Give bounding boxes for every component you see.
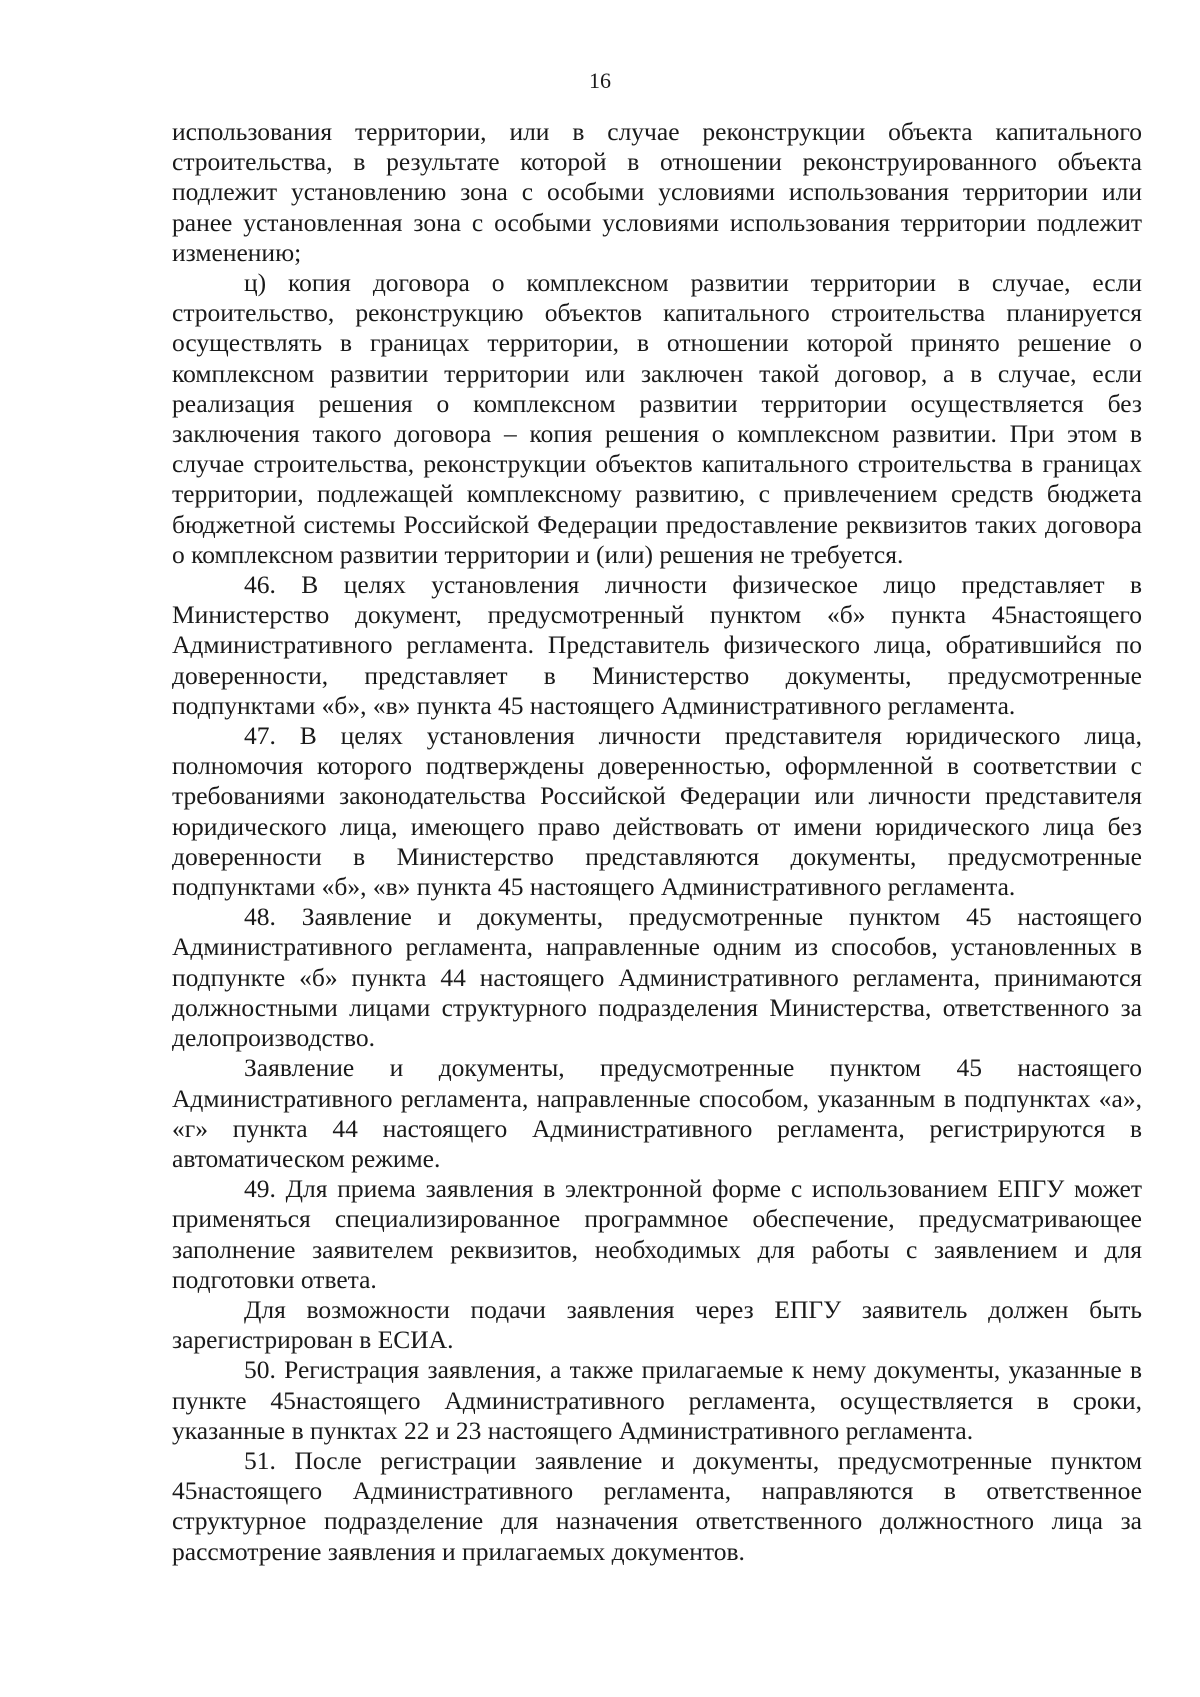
paragraph-48-application-acceptance: 48. Заявление и документы, предусмотренные пунктом 45 настоящего Административного регламента, направленные одним из способов, установленных в подпункте «б» пункта 44 настоящего Административного регламента, принимаются должностными лицами структурного подразделения Министерства, ответственного за делопроизводство. bbox=[172, 902, 1142, 1053]
page-number: 16 bbox=[589, 68, 611, 93]
paragraph-continuation-zone-change: использования территории, или в случае реконструкции объекта капитального строительства, в результате которой в отношении реконструированного объекта подлежит установлению зона с особыми условиями использования территории или ранее установленная зона с особыми условиями использования территории подлежит изменению; bbox=[172, 117, 1142, 267]
paragraph-46-individual-identity: 46. В целях установления личности физическое лицо представляет в Министерство документ, предусмотренный пунктом «б» пункта 45настоящего Административного регламента. Представитель физического лица, обратившийся по доверенности, представляет в Министерство документы, предусмотренные подпунктами «б», «в» пункта 45 настоящего Административного регламента. bbox=[172, 570, 1142, 720]
paragraph-51-after-registration: 51. После регистрации заявление и документы, предусмотренные пунктом 45настоящего Административного регламента, направляются в ответственное структурное подразделение для назначения ответственного должностного лица за рассмотрение заявления и прилагаемых документов. bbox=[172, 1445, 1142, 1566]
paragraph-item-ts-territory-development: ц) копия договора о комплексном развитии территории в случае, если строительство, реконструкцию объектов капитального строительства планируется осуществлять в границах территории, в отношении которой принято решение о комплексном развитии территории или заключен такой договор, а в случае, если реализация решения о комплексном развитии территории осуществляется без заключения такого договора – копия решения о комплексном развитии. При этом в случае строительства, реконструкции объектов капитального строительства в границах территории, подлежащей комплексному развитию, с привлечением средств бюджета бюджетной системы Российской Федерации предоставление реквизитов таких договора о комплексном развитии территории и (или) решения не требуется. bbox=[172, 268, 1142, 569]
paragraph-50-registration-terms: 50. Регистрация заявления, а также прилагаемые к нему документы, указанные в пункте 45настоящего Административного регламента, осуществляется в сроки, указанные в пунктах 22 и 23 настоящего Административного регламента. bbox=[172, 1355, 1142, 1445]
paragraph-47-legal-entity-representative: 47. В целях установления личности представителя юридического лица, полномочия которого подтверждены доверенностью, оформленной в соответствии с требованиями законодательства Российской Федерации или личности представителя юридического лица, имеющего право действовать от имени юридического лица без доверенности в Министерство представляются документы, предусмотренные подпунктами «б», «в» пункта 45 настоящего Административного регламента. bbox=[172, 721, 1142, 902]
paragraph-48-automatic-registration: Заявление и документы, предусмотренные пунктом 45 настоящего Административного регламента, направленные способом, указанным в подпунктах «а», «г» пункта 44 настоящего Административного регламента, регистрируются в автоматическом режиме. bbox=[172, 1053, 1142, 1173]
document-body bbox=[172, 117, 1142, 1567]
paragraph-49-epgu-software: 49. Для приема заявления в электронной форме с использованием ЕПГУ может применяться специализированное программное обеспечение, предусматривающее заполнение заявителем реквизитов, необходимых для работы с заявлением и для подготовки ответа. bbox=[172, 1174, 1142, 1294]
paragraph-49-esia-registration: Для возможности подачи заявления через ЕПГУ заявитель должен быть зарегистрирован в ЕСИА. bbox=[172, 1294, 1142, 1355]
